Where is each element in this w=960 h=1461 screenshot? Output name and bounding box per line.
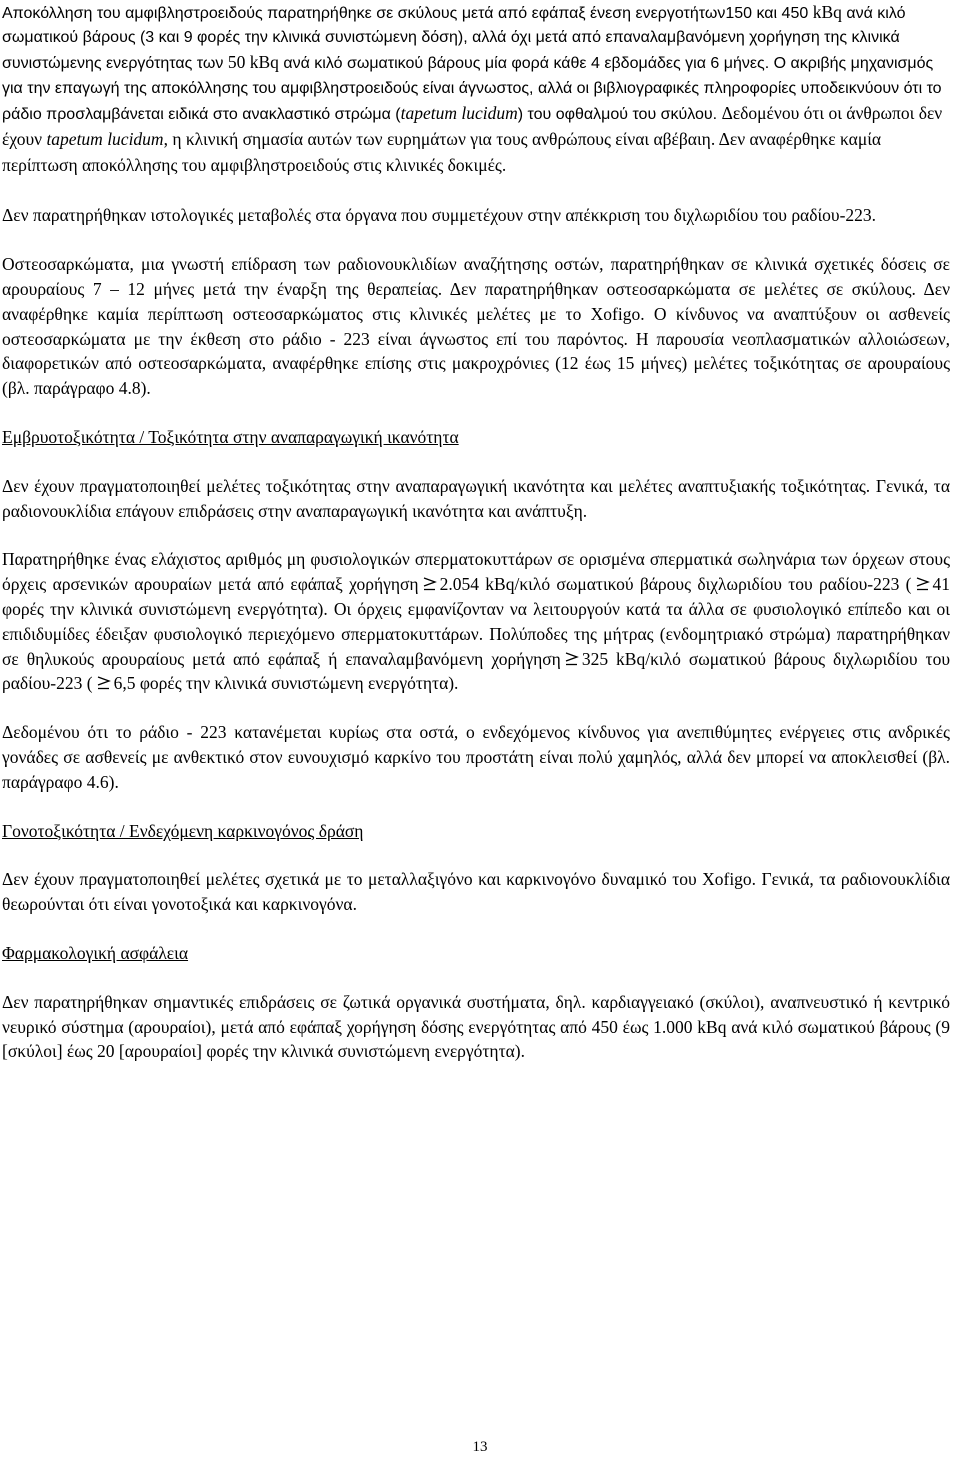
greater-or-equal-icon [915,577,930,591]
paragraph-sperm-findings: Παρατηρήθηκε ένας ελάχιστος αριθμός μη φυσιολογικών σπερματοκυττάρων σε ορισμένα σπερματικά σωληνάρια των όρχεων στους όρχεις αρσενικών αρουραίων μετά από εφάπαξ χορήγηση 2.054 kBq/κιλό σωματικού βάρους διχλωριδίου του ραδίου-223 ( 41 φορές την κλινικά συνιστώμενη ενεργότητα). Οι όρχεις εμφανίζονταν να λειτουργούν κατά τα άλλα σε φυσιολογικό επίπεδο και οι επιδιδυμίδες έδειξαν φυσιολογικό περιεχόμενο σπερματοκυττάρων. Πολύποδες της μήτρας (ενδομητριακό στρώμα) παρατηρήθηκαν σε θηλυκούς αρουραίους μετά από εφάπαξ ή επαναλαμβανόμενη χορήγηση 325 kBq/κιλό σωματικού βάρους διχλωριδίου του ραδίου-223 ( 6,5 φορές την κλινικά συνιστώμενη ενεργότητα). [2,549,950,694]
page-number: 13 [472,1439,488,1455]
paragraph-genotoxicity: Δεν έχουν πραγματοποιηθεί μελέτες σχετικά με το μεταλλαξιγόνο και καρκινογόνο δυναμικό του Xofigo. Γενικά, τα ραδιονουκλίδια θεωρούνται ότι είναι γονοτοξικά και καρκινογόνα. [2,869,950,915]
paragraph-gonads-risk: Δεδομένου ότι το ράδιο - 223 κατανέμεται κυρίως στα οστά, ο ενδεχόμενος κίνδυνος για ανεπιθύμητες ενέργειες στις ανδρικές γονάδες σε ασθενείς με ανθεκτικό στον ευνουχισμό καρκίνο του προστάτη είναι πολύ χαμηλός, αλλά δεν μπορεί να αποκλεισθεί (βλ. παράγραφο 4.6). [2,722,950,792]
paragraph-safety-pharmacology: Δεν παρατηρήθηκαν σημαντικές επιδράσεις σε ζωτικά οργανικά συστήματα, δηλ. καρδιαγγειακό (σκύλοι), αναπνευστικό ή κεντρικό νευρικό σύστημα (αρουραίοι), μετά από εφάπαξ χορήγηση δόσης ενεργότητας από 450 έως 1.000 kBq ανά κιλό σωματικού βάρους (9 [σκύλοι] έως 20 [αρουραίοι] φορές την κλινικά συνιστώμενη ενεργότητα). [2,991,950,1062]
paragraph-histology: Δεν παρατηρήθηκαν ιστολογικές μεταβολές στα όργανα που συμμετέχουν στην απέκκριση του διχλωριδίου του ραδίου-223. [2,205,877,226]
section-heading-safety-pharmacology: Φαρμακολογική ασφάλεια [2,942,189,963]
paragraph-retinal-detachment: Αποκόλληση του αμφιβληστροειδούς παρατηρήθηκε σε σκύλους μετά από εφάπαξ ένεση ενεργοτήτων150 και 450 kBq ανά κιλό σωματικού βάρους (3 και 9 φορές την κλινικά συνιστώμενη δόση), αλλά όχι μετά από επαναλαμβανόμενη χορήγηση της κλινικά συνιστώμενης ενεργότητας των 50 kBq ανά κιλό σωματικού βάρους μία φορά κάθε 4 εβδομάδες για 6 μήνες. Ο ακριβής μηχανισμός για την επαγωγή της αποκόλλησης του αμφιβληστροειδούς είναι άγνωστος, αλλά οι βιβλιογραφικές πληροφορίες υποδεικνύουν ότι το ράδιο προσλαμβάνεται ειδικά στο ανακλαστικό στρώμα (tapetum lucidum) του οφθαλμού του σκύλου. Δεδομένου ότι οι άνθρωποι δεν έχουν tapetum lucidum, η κλινική σημασία αυτών των ευρημάτων για τους ανθρώπους είναι αβέβαιη. Δεν αναφέρθηκε καμία περίπτωση αποκόλλησης του αμφιβληστροειδούς στις κλινικές δοκιμές. [2,2,943,176]
greater-or-equal-icon [96,676,111,690]
paragraph-osteosarcoma: Οστεοσαρκώματα, μια γνωστή επίδραση των ραδιονουκλιδίων αναζήτησης οστών, παρατηρήθηκαν σε κλινικά σχετικές δόσεις σε αρουραίους 7 – 12 μήνες μετά την έναρξη της θεραπείας. Δεν παρατηρήθηκαν οστεοσαρκώματα σε μελέτες σε σκύλους. Δεν αναφέρθηκε καμία περίπτωση οστεοσαρκώματος στις κλινικές μελέτες με το Xofigo. Ο κίνδυνος να αναπτύξουν οι ασθενείς οστεοσαρκώματα με την έκθεση στο ράδιο - 223 είναι άγνωστος επί του παρόντος. Η παρουσία νεοπλασματικών αλλοιώσεων, διαφορετικών από οστεοσαρκώματα, αναφέρθηκε επίσης στις μακροχρόνιες (12 έως 15 μήνες) μελέτες τοξικότητας σε αρουραίους (βλ. παράγραφο 4.8). [2,254,950,399]
greater-or-equal-icon [422,577,437,591]
document-page [2,0,950,1064]
section-heading-genotoxicity: Γονοτοξικότητα / Ενδεχόμενη καρκινογόνος δράση [2,820,364,841]
section-heading-reproductive-toxicity: Εμβρυοτοξικότητα / Τοξικότητα στην αναπαραγωγική ικανότητα [2,427,459,447]
paragraph-reproductive-studies: Δεν έχουν πραγματοποιηθεί μελέτες τοξικότητας στην αναπαραγωγική ικανότητα και μελέτες αναπτυξιακής τοξικότητας. Γενικά, τα ραδιονουκλίδια επάγουν επιδράσεις στην αναπαραγωγική ικανότητα και ανάπτυξη. [2,475,950,521]
greater-or-equal-icon [564,652,579,666]
